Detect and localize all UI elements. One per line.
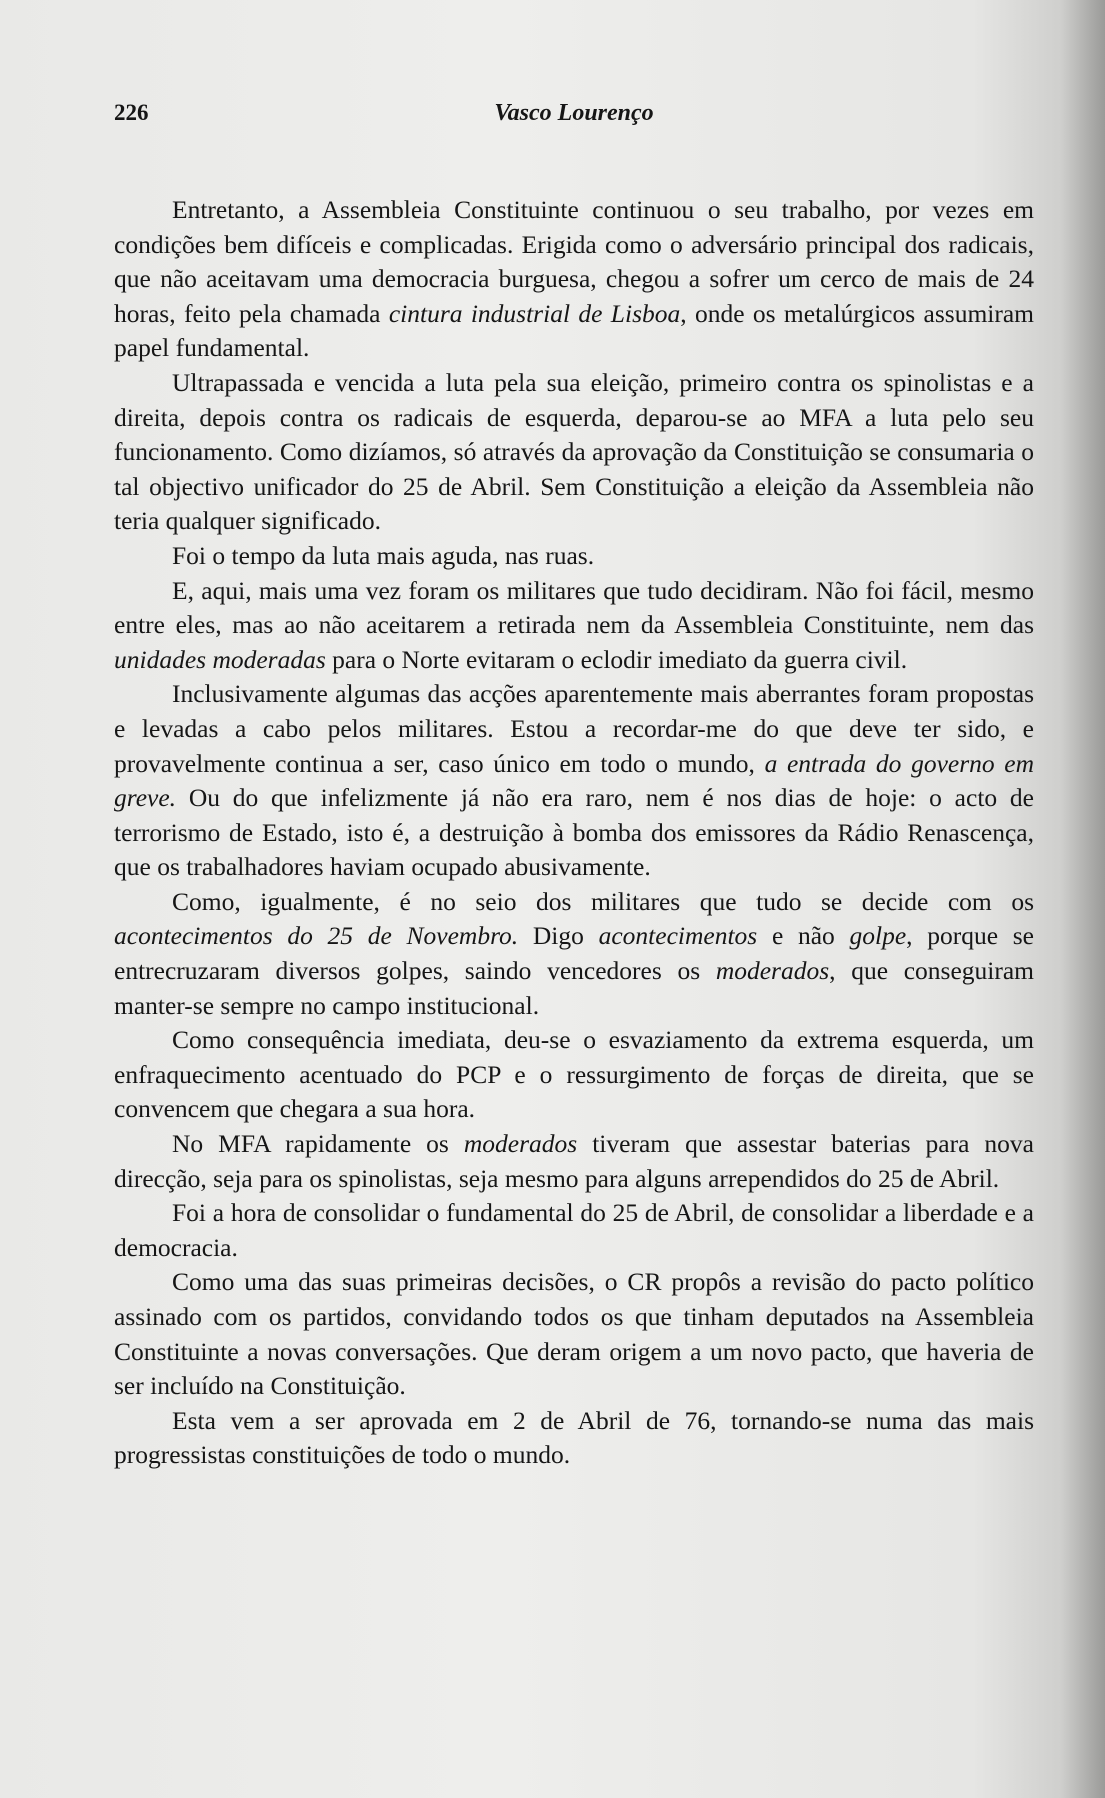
running-title: Vasco Lourenço (494, 100, 654, 126)
paragraph (114, 885, 1034, 1023)
text-run: Digo (518, 921, 599, 951)
text-run: No MFA rapidamente os (172, 1129, 464, 1159)
paragraph (114, 193, 1034, 366)
text-run: Inclusivamente algumas das acções aparentemente mais aberrantes foram propostas e levadas a cabo pelos militares. Estou a recordar-me do que deve ter sido, e provavelmente continua a ser, caso único em todo o mundo, (114, 679, 1034, 778)
text-run: Entretanto, a Assembleia Constituinte continuou o seu trabalho, por vezes em condições bem difíceis e complicadas. Erigida como o adversário principal dos radicais, que não aceitavam uma democracia burguesa, chegou a sofrer um cerco de mais de 24 horas, feito pela chamada (114, 195, 1034, 328)
text-run: Ultrapassada e vencida a luta pela sua eleição, primeiro contra os spinolistas e a direita, depois contra os radicais de esquerda, deparou-se ao MFA a luta pelo seu funcionamento. Como dizíamos, só através da aprovação da Constituição se consumaria o tal objectivo unificador do 25 de Abril. Sem Constituição a eleição da Assembleia não teria qualquer significado. (114, 367, 1034, 536)
text-run: Foi o tempo da luta mais aguda, nas ruas. (172, 540, 595, 570)
paragraph (114, 677, 1034, 885)
text-run: Ou do que infelizmente já não era raro, nem é nos dias de hoje: o acto de terrorismo de Estado, isto é, a destruição à bomba dos emissores da Rádio Renascença, que os trabalhadores haviam ocupado abusivamente. (114, 783, 1034, 882)
body-text (114, 193, 1034, 1473)
paragraph (114, 1127, 1034, 1196)
text-run: Foi a hora de consolidar o fundamental do 25 de Abril, de consolidar a liberdade e a democracia. (114, 1198, 1034, 1262)
text-run: Como uma das suas primeiras decisões, o CR propôs a revisão do pacto político assinado com os partidos, convidando todos os que tinham deputados na Assembleia Constituinte a novas conversações. Que deram origem a um novo pacto, que haveria de ser incluído na Constituição. (114, 1267, 1034, 1401)
italic-text-run: acontecimentos do 25 de Novembro. (114, 921, 519, 951)
text-run: Como consequência imediata, deu-se o esvaziamento da extrema esquerda, um enfraquecimento acentuado do PCP e o ressurgimento de forças de direita, que se convencem que chegara a sua hora. (114, 1025, 1034, 1124)
paragraph (114, 574, 1034, 678)
italic-text-run: golpe (849, 921, 907, 951)
italic-text-run: cintura industrial de Lisboa (388, 298, 681, 328)
italic-text-run: moderados (463, 1129, 578, 1159)
page-number: 226 (114, 100, 149, 125)
text-run: para o Norte evitaram o eclodir imediato da guerra civil. (325, 644, 908, 674)
page-header (114, 100, 1034, 134)
text-run: tiveram que assestar baterias para nova direcção, seja para os spinolistas, seja mesmo para alguns arrependidos do 25 de Abril. (114, 1129, 1034, 1193)
paragraph (114, 1265, 1034, 1403)
paragraph (114, 1023, 1034, 1127)
italic-text-run: a entrada do governo em greve. (114, 748, 1034, 813)
text-run: , onde os metalúrgicos assumiram papel fundamental. (114, 298, 1035, 363)
italic-text-run: acontecimentos (598, 921, 758, 951)
text-run: Como, igualmente, é no seio dos militares que tudo se decide com os (172, 886, 1034, 916)
text-run: , que conseguiram manter-se sempre no campo institucional. (114, 956, 1035, 1020)
text-run: E, aqui, mais uma vez foram os militares que tudo decidiram. Não foi fácil, mesmo entre eles, mas ao não aceitarem a retirada nem da Assembleia Constituinte, nem das (114, 575, 1034, 640)
paragraph (114, 1196, 1034, 1265)
italic-text-run: unidades moderadas (114, 644, 326, 674)
paragraph (114, 1404, 1034, 1473)
paragraph (114, 539, 1034, 574)
paragraph (114, 366, 1034, 539)
italic-text-run: moderados (715, 956, 830, 986)
text-run: , porque se entrecruzaram diversos golpes, saindo vencedores os (114, 921, 1034, 986)
text-run: Esta vem a ser aprovada em 2 de Abril de 76, tornando-se numa das mais progressistas constituições de todo o mundo. (114, 1405, 1034, 1470)
text-run: e não (757, 921, 850, 951)
